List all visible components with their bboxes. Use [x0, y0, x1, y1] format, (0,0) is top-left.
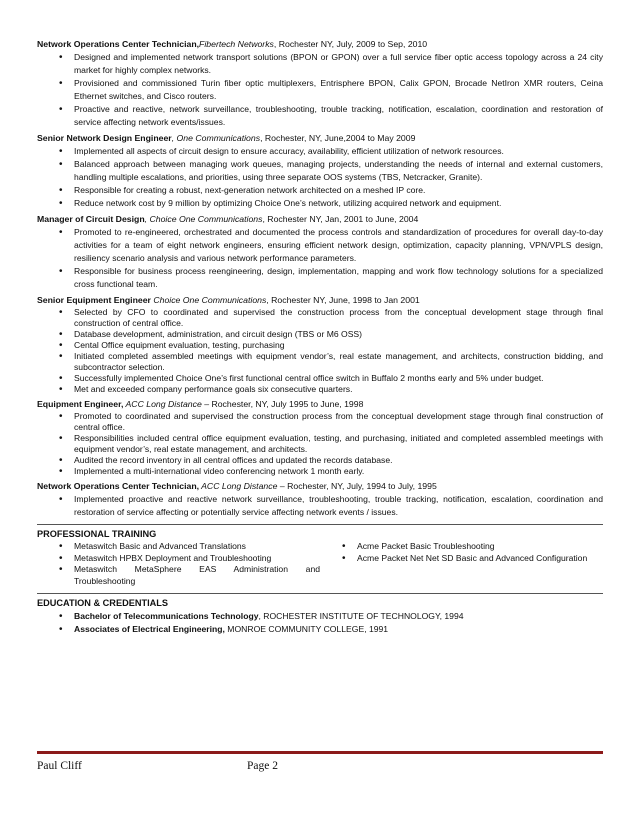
job-details: , Rochester NY, Jan, 2001 to June, 2004	[262, 214, 419, 224]
job-bullet: • Database development, administration, and circuit design (TBS or M6 OSS)	[37, 329, 603, 340]
job-title: Network Operations Center Technician,	[37, 481, 200, 491]
training-item: • Metaswitch HPBX Deployment and Troubleshooting	[37, 553, 320, 565]
job-details: , Rochester NY, June, 1998 to Jan 2001	[266, 295, 420, 305]
footer-rule	[37, 751, 603, 754]
education-school: , ROCHESTER INSTITUTE OF TECHNOLOGY, 1994	[258, 611, 464, 621]
section-divider	[37, 593, 603, 594]
education-list	[37, 610, 603, 636]
job-bullets	[37, 226, 603, 291]
job-bullet: • Reduce network cost by 9 million by optimizing Choice One’s network, utilizing acquired network and equipment.	[37, 197, 603, 210]
resume-content	[37, 38, 603, 637]
job-title: Network Operations Center Technician,	[37, 39, 200, 49]
job-bullets	[37, 411, 603, 477]
job-bullets	[37, 307, 603, 395]
training-right-column	[320, 541, 603, 588]
training-item: • Metaswitch Basic and Advanced Translations	[37, 541, 320, 553]
training-heading: PROFESSIONAL TRAINING	[37, 529, 157, 539]
job-bullet: • Proactive and reactive, network surveillance, troubleshooting, trouble tracking, notification, escalation, coordination and restoration of service affecting network events/issues.	[37, 103, 603, 129]
job-entry	[37, 398, 603, 477]
job-title: Senior Network Design Engineer	[37, 133, 172, 143]
job-details: – Rochester, NY, July, 1994 to July, 1995	[277, 481, 437, 491]
job-bullet: • Implemented all aspects of circuit design to ensure accuracy, availability, efficient utilization of network resources.	[37, 145, 603, 158]
training-left-list	[37, 541, 320, 587]
job-bullet: • Balanced approach between managing work queues, managing projects, understanding the needs of internal and external customers, handling multiple escalations, and priorities, using three separate OOS systems (TBS, Netcracker, Granite).	[37, 158, 603, 184]
job-details: , Rochester NY, July, 2009 to Sep, 2010	[273, 39, 428, 49]
job-company: ACC Long Distance	[199, 481, 278, 491]
training-right-list	[320, 541, 603, 564]
job-bullet: • Promoted to re-engineered, orchestrated and documented the process controls and standardization of procedures for overall day-to-day activities for a team of eight network engineers, ensuring efficient network design, optimization, capacity planning, VPN/VPLS design, resiliency scenario analysis and various network performance parameters.	[37, 226, 603, 265]
job-bullet: • Selected by CFO to coordinated and supervised the construction process from the conceptual development stage through final construction of central office.	[37, 307, 603, 329]
job-bullet: • Met and exceeded company performance goals six consecutive quarters.	[37, 384, 603, 395]
experience-list	[37, 38, 603, 519]
education-degree: Associates of Electrical Engineering,	[74, 624, 225, 634]
job-bullet: • Responsible for creating a robust, next-generation network architected on a meshed IP core.	[37, 184, 603, 197]
job-heading	[37, 480, 603, 493]
job-company: , Choice One Communications	[144, 214, 263, 224]
job-company: ACC Long Distance	[123, 399, 202, 409]
education-heading: EDUCATION & CREDENTIALS	[37, 598, 169, 608]
job-bullet: • Responsibilities included central office equipment evaluation, testing, and purchasing, initiated and completed assembled meetings with equipment vendor’s, real estate management, and architects.	[37, 433, 603, 455]
section-divider	[37, 524, 603, 525]
job-heading	[37, 294, 603, 307]
job-entry	[37, 213, 603, 291]
training-left-column	[37, 541, 320, 588]
job-bullet: • Designed and implemented network transport solutions (BPON or GPON) over a full service fiber optic access topology across a 24 city market for highly complex networks.	[37, 51, 603, 77]
job-details: , Rochester, NY, June,2004 to May 2009	[260, 133, 416, 143]
job-bullets	[37, 493, 603, 519]
education-item	[37, 610, 603, 623]
job-company: , One Communications	[171, 133, 261, 143]
job-bullet: • Promoted to coordinated and supervised the construction process from the conceptual development stage through final construction of central office.	[37, 411, 603, 433]
job-bullet: • Audited the record inventory in all central offices and updated the records database.	[37, 455, 603, 466]
job-bullet: • Provisioned and commissioned Turin fiber optic multiplexers, Entrisphere BPON, Calix GPON, Brocade NetIron XMR routers, Ceina Ethernet switches, and Cisco routers.	[37, 77, 603, 103]
job-bullet: • Cental Office equipment evaluation, testing, purchasing	[37, 340, 603, 351]
footer-name: Paul Cliff	[37, 760, 82, 772]
job-company: Fibertech Networks	[199, 39, 274, 49]
job-entry	[37, 38, 603, 129]
job-entry	[37, 480, 603, 519]
education-school: MONROE COMMUNITY COLLEGE, 1991	[224, 624, 389, 634]
education-degree: Bachelor of Telecommunications Technology	[74, 611, 259, 621]
training-columns	[37, 541, 603, 588]
training-item: • Metaswitch MetaSphere EAS Administration and Troubleshooting	[37, 564, 320, 587]
job-heading	[37, 132, 603, 145]
job-heading	[37, 398, 603, 411]
job-bullet: • Successfully implemented Choice One’s first functional central office switch in Buffalo 2 months early and 5% under budget.	[37, 373, 603, 384]
job-bullets	[37, 145, 603, 210]
job-bullet: • Implemented a multi-international video conferencing network 1 month early.	[37, 466, 603, 477]
job-details: – Rochester, NY, July 1995 to June, 1998	[201, 399, 364, 409]
job-title: Equipment Engineer,	[37, 399, 124, 409]
job-bullets	[37, 51, 603, 129]
job-bullet: • Responsible for business process reengineering, design, implementation, mapping and work flow technology solutions for a specialized cross functional team.	[37, 265, 603, 291]
job-entry	[37, 132, 603, 210]
job-bullet: • Initiated completed assembled meetings with equipment vendor’s, real estate management, and architects, construction bidding, and subcontractor selection.	[37, 351, 603, 373]
training-item: • Acme Packet Basic Troubleshooting	[320, 541, 603, 553]
footer-page-number: Page 2	[247, 760, 278, 772]
education-item	[37, 623, 603, 636]
job-entry	[37, 294, 603, 395]
job-title: Senior Equipment Engineer	[37, 295, 151, 305]
job-title: Manager of Circuit Design	[37, 214, 145, 224]
job-company: Choice One Communications	[150, 295, 267, 305]
job-heading	[37, 38, 603, 51]
job-bullet: • Implemented proactive and reactive network surveillance, troubleshooting, trouble tracking, notification, escalation, coordination and restoration of service affecting or potentially service affecting network events / issues.	[37, 493, 603, 519]
training-item: • Acme Packet Net Net SD Basic and Advanced Configuration	[320, 553, 603, 565]
job-heading	[37, 213, 603, 226]
